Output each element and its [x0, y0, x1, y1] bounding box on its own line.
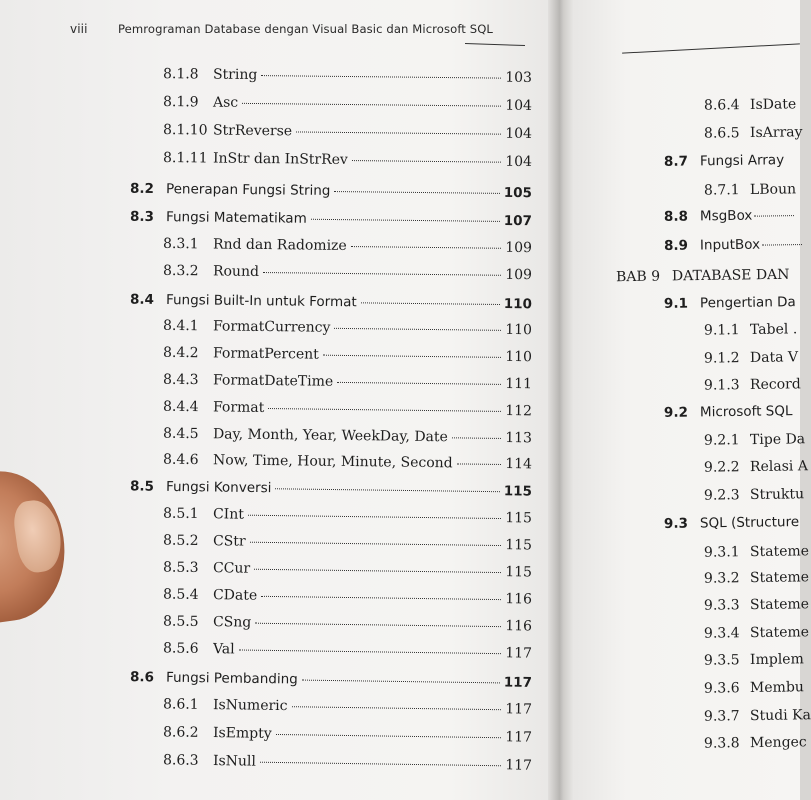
toc-label: Fungsi Pembanding	[165, 669, 298, 688]
toc-label: Val	[212, 641, 235, 658]
toc-number: 8.5.6	[162, 640, 199, 657]
toc-label: Day, Month, Year, WeekDay, Date	[212, 426, 448, 446]
toc-leader-dots	[261, 75, 501, 79]
toc-leader-dots	[337, 382, 501, 385]
toc-number: 8.4.2	[162, 344, 199, 362]
toc-leader-dots	[250, 542, 502, 546]
toc-leader-dots	[311, 219, 500, 222]
toc-number: 9.3.5	[703, 652, 740, 669]
toc-label: CDate	[212, 587, 258, 604]
toc-number: 8.6.2	[162, 724, 199, 741]
toc-page: 116	[505, 591, 533, 608]
toc-section-row	[664, 207, 797, 225]
toc-page: 117	[505, 729, 533, 746]
toc-label: Stateme	[749, 596, 810, 614]
toc-label: Asc	[212, 94, 239, 111]
toc-number: BAB 9	[615, 268, 661, 286]
toc-page: 114	[505, 456, 533, 473]
toc-page: 104	[505, 153, 533, 171]
toc-number: 9.2.3	[703, 487, 740, 504]
toc-leader-dots	[452, 437, 501, 439]
toc-number: 9.1	[663, 295, 689, 312]
toc-subsection-row	[704, 569, 809, 586]
toc-subsection-row	[704, 349, 798, 366]
toc-page: 110	[503, 296, 533, 313]
toc-number: 9.2.2	[703, 459, 740, 476]
toc-page: 117	[503, 674, 533, 691]
toc-section-row	[664, 514, 799, 532]
toc-label: Fungsi Array	[699, 152, 785, 170]
toc-page: 107	[503, 212, 533, 230]
toc-number: 9.1.2	[703, 350, 740, 367]
toc-page: 103	[505, 69, 533, 86]
toc-subsection-row	[704, 624, 809, 641]
toc-label: CCur	[212, 560, 251, 577]
toc-label: CInt	[212, 506, 245, 523]
toc-label: Relasi A	[749, 458, 808, 476]
toc-label: Fungsi Matematikam	[165, 209, 307, 227]
toc-label: IsDate	[749, 96, 797, 114]
toc-label: Implem	[749, 651, 804, 669]
toc-label: Format	[212, 399, 265, 416]
toc-leader-dots	[263, 272, 501, 276]
toc-number: 8.1.11	[162, 149, 208, 167]
right-toc-clip	[568, 0, 811, 800]
toc-section-row	[664, 236, 804, 254]
toc-number: 9.3	[663, 515, 689, 532]
toc-label: Stateme	[749, 624, 810, 642]
toc-number: 8.5.4	[162, 586, 199, 603]
toc-subsection-row	[704, 486, 804, 503]
toc-page: 115	[505, 537, 533, 554]
toc-label: FormatPercent	[212, 345, 319, 363]
toc-label: FormatCurrency	[212, 318, 331, 336]
toc-number: 9.2	[663, 404, 689, 421]
toc-label: LBoun	[749, 181, 797, 198]
toc-label: Membu	[749, 679, 804, 697]
toc-number: 8.5.3	[162, 559, 199, 576]
toc-number: 8.4	[129, 291, 155, 308]
toc-page: 117	[505, 645, 533, 662]
toc-number: 9.3.2	[703, 570, 740, 587]
toc-label: DATABASE DAN	[671, 266, 790, 285]
toc-number: 8.6.4	[703, 97, 740, 114]
toc-subsection-row	[704, 96, 796, 113]
toc-number: 9.3.4	[703, 625, 740, 642]
toc-leader-dots	[255, 623, 501, 627]
toc-label: MsgBox	[699, 207, 753, 225]
toc-subsection-row	[704, 181, 796, 198]
toc-number: 9.2.1	[703, 432, 740, 449]
toc-label: IsEmpty	[212, 725, 272, 742]
toc-leader-dots	[292, 706, 502, 710]
toc-label: FormatDateTime	[212, 372, 334, 390]
toc-number: 8.6	[129, 669, 155, 686]
toc-leader-dots	[260, 762, 501, 767]
toc-section-row	[664, 294, 796, 312]
toc-leader-dots	[361, 302, 500, 305]
toc-label: String	[212, 66, 258, 84]
toc-number: 8.4.3	[162, 371, 199, 389]
toc-subsection-row	[704, 707, 811, 724]
toc-label: IsArray	[749, 124, 803, 142]
toc-label: Tipe Da	[749, 431, 806, 449]
toc-page: 104	[505, 97, 533, 114]
toc-page: 109	[505, 266, 533, 284]
toc-number: 9.3.6	[703, 680, 740, 697]
toc-label: Now, Time, Hour, Minute, Second	[212, 452, 453, 472]
toc-page: 115	[503, 483, 533, 500]
toc-number: 9.3.7	[703, 708, 740, 725]
toc-leader-dots	[351, 246, 502, 249]
toc-number: 8.1.10	[162, 122, 208, 139]
toc-label: Round	[212, 263, 260, 280]
toc-leader-dots	[762, 244, 802, 246]
toc-leader-dots	[239, 649, 502, 654]
toc-number: 8.4.5	[162, 425, 199, 443]
toc-number: 8.1.8	[162, 66, 199, 83]
toc-subsection-row	[704, 124, 803, 141]
toc-leader-dots	[268, 408, 501, 412]
toc-label: InStr dan InStrRev	[212, 150, 348, 169]
toc-label: SQL (Structure	[699, 514, 800, 532]
toc-number: 9.1.1	[703, 322, 740, 339]
toc-number: 8.6.1	[162, 696, 199, 713]
toc-section-row	[664, 152, 784, 170]
toc-number: 8.8	[663, 208, 689, 225]
toc-number: 9.1.3	[703, 377, 740, 394]
toc-leader-dots	[276, 734, 502, 738]
toc-subsection-row	[704, 596, 809, 613]
toc-number: 8.2	[129, 180, 155, 198]
toc-page: 111	[505, 375, 533, 393]
toc-label: InputBox	[699, 236, 761, 254]
toc-leader-dots	[248, 515, 501, 519]
toc-subsection-row	[704, 376, 801, 393]
toc-number: 8.4.4	[162, 398, 199, 416]
toc-number: 8.5.5	[162, 613, 199, 630]
toc-label: Stateme	[749, 543, 810, 561]
toc-number: 8.5	[129, 478, 155, 495]
toc-label: Stateme	[749, 569, 810, 587]
toc-number: 8.4.6	[162, 451, 199, 469]
toc-label: Rnd dan Radomize	[212, 236, 347, 254]
toc-label: Microsoft SQL	[699, 403, 793, 421]
toc-number: 8.5.2	[162, 532, 199, 550]
toc-label: Record	[749, 376, 801, 394]
toc-number: 8.1.9	[162, 94, 199, 111]
toc-page: 104	[505, 125, 533, 142]
toc-page: 105	[503, 184, 533, 202]
toc-number: 9.3.3	[703, 597, 740, 614]
toc-page: 110	[505, 321, 533, 339]
toc-label: CStr	[212, 533, 246, 550]
toc-leader-dots	[261, 596, 501, 600]
toc-number: 8.7	[663, 153, 689, 170]
toc-number: 8.3.1	[162, 235, 199, 253]
toc-number: 9.3.8	[703, 735, 740, 752]
toc-subsection-row	[704, 431, 805, 448]
toc-leader-dots	[275, 488, 499, 492]
toc-number: 8.7.1	[703, 182, 740, 199]
toc-subsection-row	[704, 651, 804, 668]
toc-page: 115	[505, 564, 533, 581]
toc-number: 8.3	[129, 208, 155, 225]
toc-label: CSng	[212, 614, 252, 631]
toc-subsection-row	[704, 543, 809, 560]
toc-leader-dots	[242, 103, 501, 107]
toc-label: Penerapan Fungsi String	[165, 181, 331, 199]
toc-leader-dots	[334, 328, 501, 331]
toc-label: StrReverse	[212, 122, 293, 140]
page-number: viii	[70, 22, 88, 36]
toc-leader-dots	[334, 191, 499, 194]
toc-label: Pengertian Da	[699, 294, 796, 312]
toc-number: 8.5.1	[162, 505, 199, 523]
toc-page: 117	[505, 757, 533, 774]
toc-subsection-row	[704, 679, 804, 696]
toc-subsection-row	[704, 321, 797, 338]
toc-page: 116	[505, 618, 533, 635]
toc-label: Fungsi Konversi	[165, 478, 272, 497]
toc-label: Fungsi Built-In untuk Format	[165, 292, 357, 311]
toc-leader-dots	[296, 131, 501, 134]
book-title: Pemrograman Database dengan Visual Basic dan Microsoft SQL	[118, 22, 493, 36]
toc-page: 110	[505, 348, 533, 366]
toc-subsection-row	[704, 734, 807, 751]
toc-page: 113	[505, 429, 533, 447]
toc-leader-dots	[754, 215, 794, 217]
toc-label: Struktu	[749, 486, 805, 504]
toc-label: Tabel .	[749, 321, 798, 339]
toc-page: 115	[505, 510, 533, 527]
toc-page: 117	[505, 701, 533, 718]
toc-leader-dots	[323, 355, 501, 358]
toc-leader-dots	[457, 463, 502, 465]
toc-leader-dots	[302, 680, 500, 684]
toc-label: IsNull	[212, 753, 257, 770]
toc-leader-dots	[352, 160, 501, 163]
toc-label: IsNumeric	[212, 697, 288, 715]
toc-number: 8.3.2	[162, 262, 199, 280]
toc-label: Data V	[749, 349, 799, 367]
toc-number: 8.6.5	[703, 125, 740, 142]
toc-number: 8.6.3	[162, 752, 199, 769]
toc-page: 109	[505, 239, 533, 257]
toc-label: Studi Ka	[749, 707, 811, 725]
toc-number: 8.4.1	[162, 317, 199, 335]
toc-leader-dots	[254, 569, 501, 573]
toc-number: 9.3.1	[703, 544, 740, 561]
toc-label: Mengec	[749, 734, 807, 752]
toc-section-row	[664, 403, 793, 421]
toc-chapter-row	[616, 267, 790, 285]
toc-number: 8.9	[663, 237, 689, 254]
toc-subsection-row	[704, 458, 808, 475]
toc-page: 112	[505, 402, 533, 420]
